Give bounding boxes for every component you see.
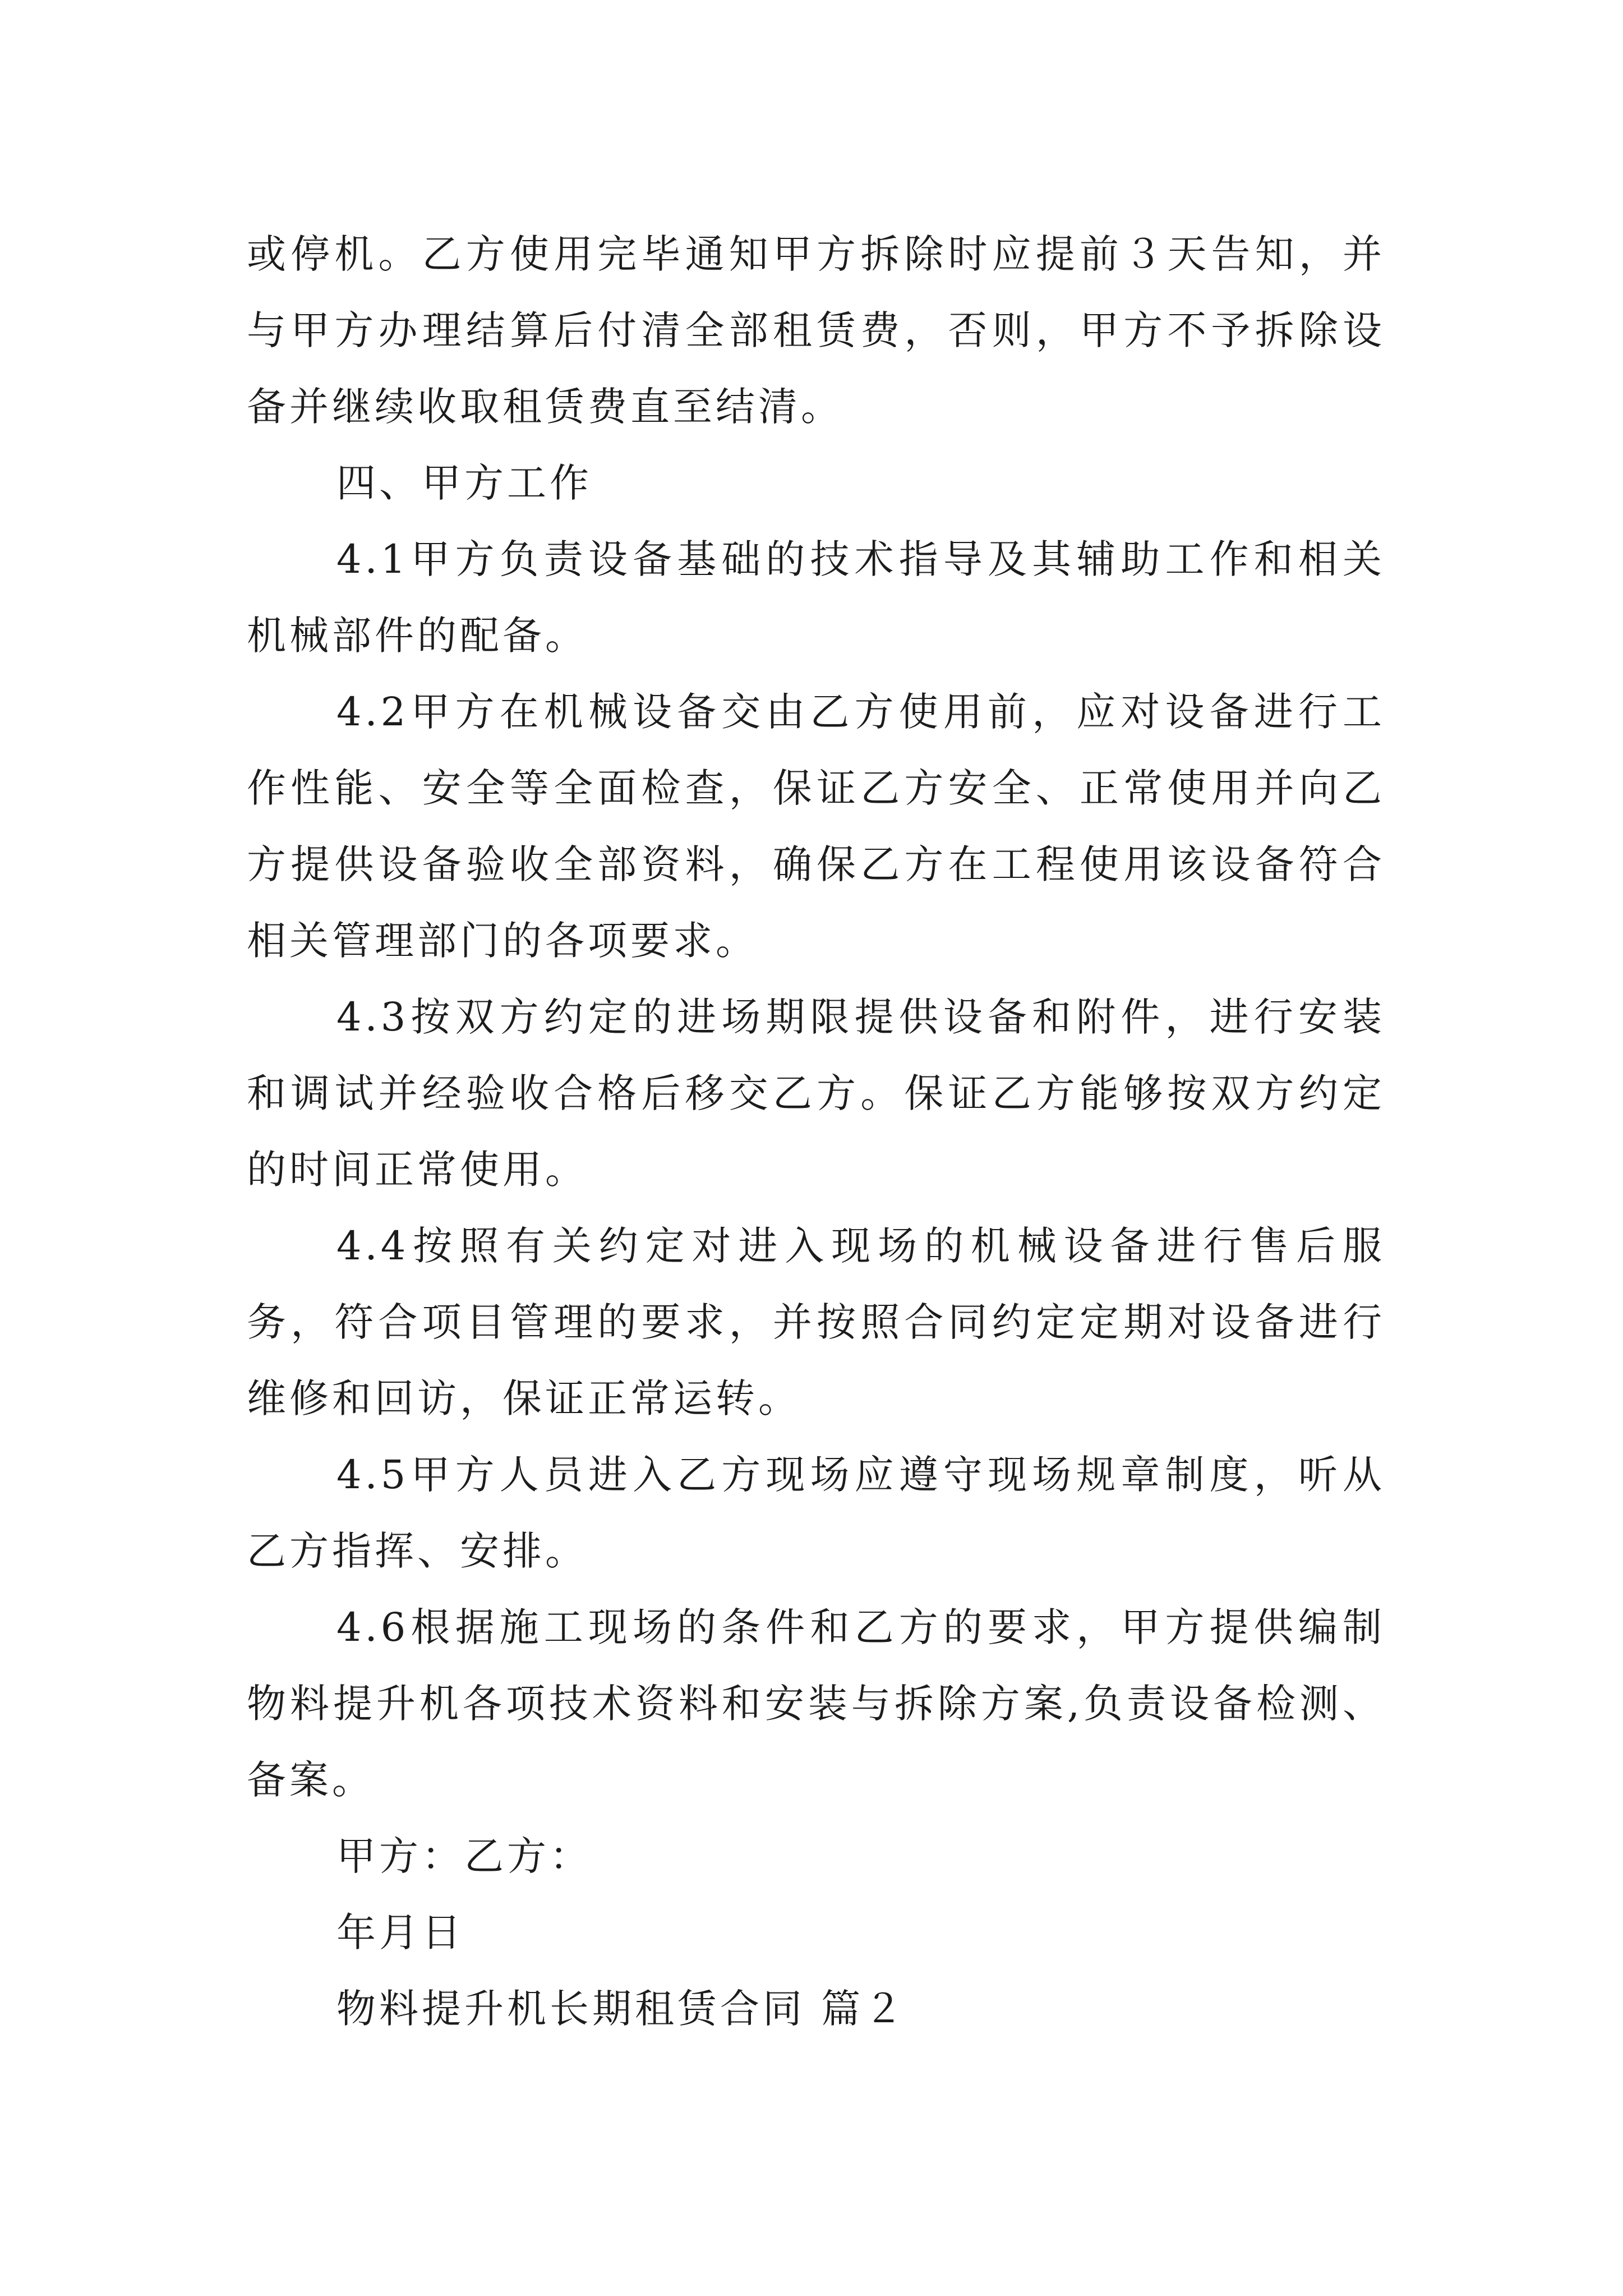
clause-4-5: 4.5甲方人员进入乙方现场应遵守现场规章制度，听从乙方指挥、安排。 <box>247 1452 1385 1574</box>
signature-parties: 甲方：乙方： <box>336 1833 592 1879</box>
next-contract-title: 物料提升机长期租赁合同 篇２ <box>336 1986 907 2032</box>
signature-date: 年月日 <box>336 1910 464 1955</box>
clause-4-1: 4.1甲方负责设备基础的技术指导及其辅助工作和相关机械部件的配备。 <box>247 536 1385 659</box>
document-body <box>247 216 1385 2047</box>
section-heading: 四、甲方工作 <box>336 460 592 506</box>
clause-4-4: 4.4按照有关约定对进入现场的机械设备进行售后服务，符合项目管理的要求，并按照合同约定定期对设备进行维修和回访，保证正常运转。 <box>247 1223 1385 1421</box>
clause-4-2: 4.2甲方在机械设备交由乙方使用前，应对设备进行工作性能、安全等全面检查，保证乙方安全、正常使用并向乙方提供设备验收全部资料，确保乙方在工程使用该设备符合相关管理部门的各项要求。 <box>247 689 1385 964</box>
paragraph-continuation: 或停机。乙方使用完毕通知甲方拆除时应提前３天告知，并与甲方办理结算后付清全部租赁费，否则，甲方不予拆除设备并继续收取租赁费直至结清。 <box>247 231 1385 430</box>
clause-4-6: 4.6根据施工现场的条件和乙方的要求，甲方提供编制物料提升机各项技术资料和安装与拆除方案,负责设备检测、备案。 <box>247 1604 1385 1803</box>
clause-4-3: 4.3按双方约定的进场期限提供设备和附件，进行安装和调试并经验收合格后移交乙方。保证乙方能够按双方约定的时间正常使用。 <box>247 994 1385 1193</box>
